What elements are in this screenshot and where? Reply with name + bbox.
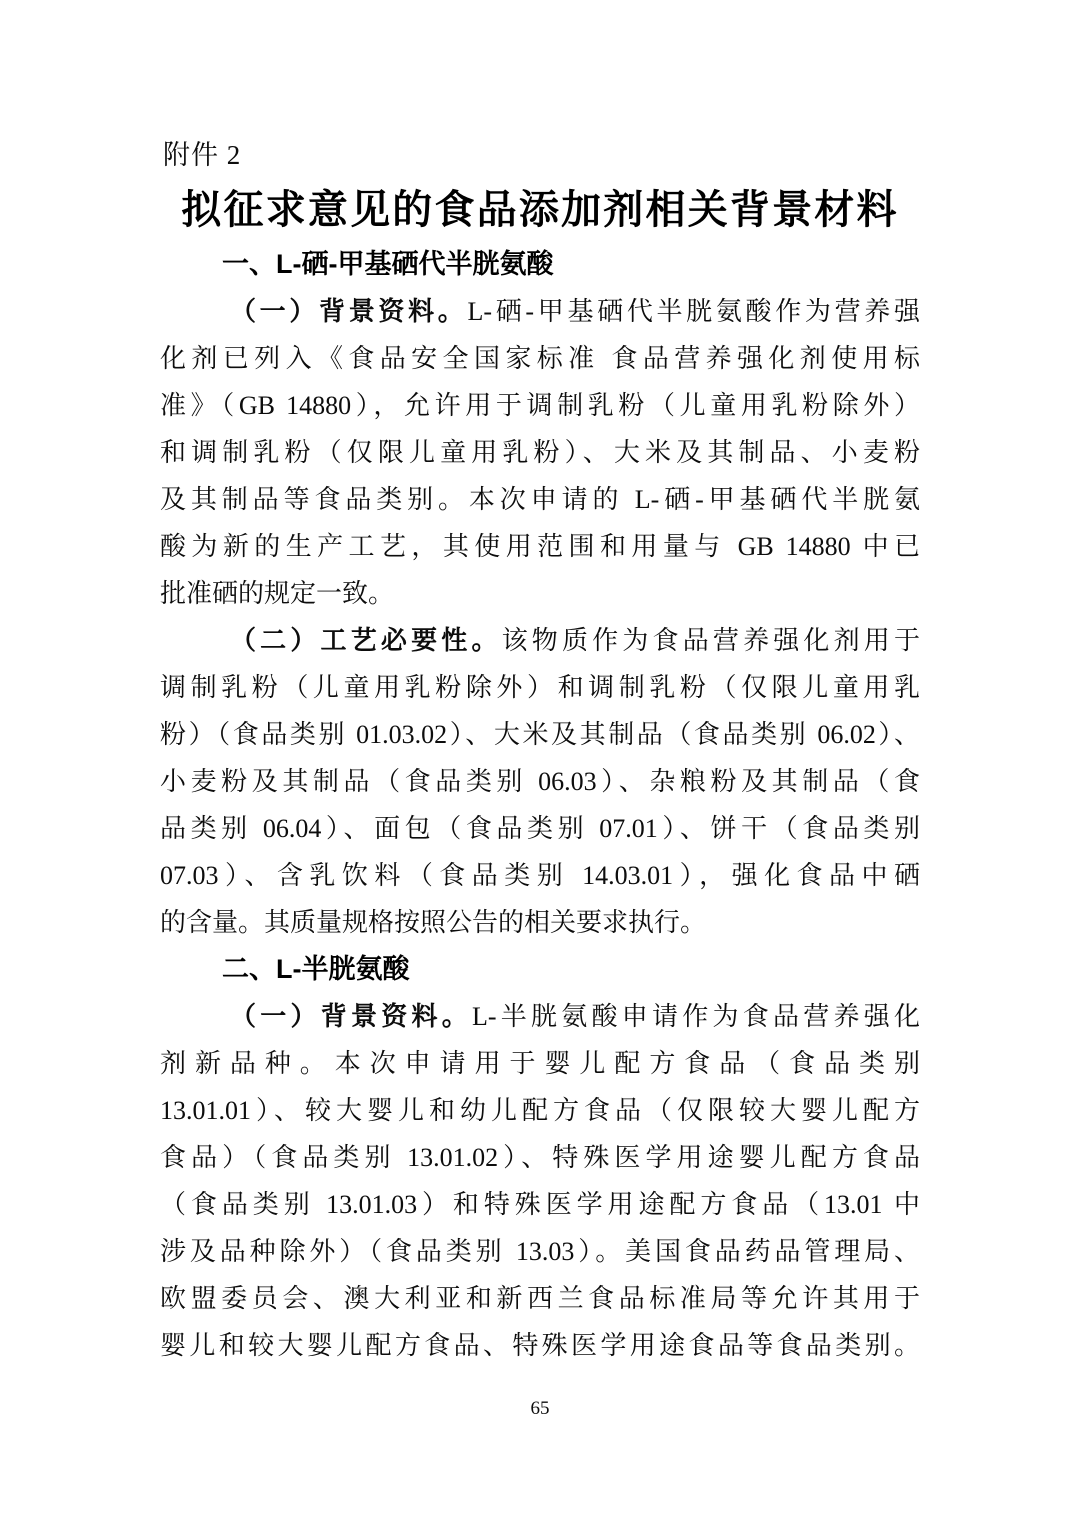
text-run: （食品类别 13.01.03）和特殊医学用途配方食品（13.01 中 [160, 1190, 920, 1219]
text-run: 品类别 06.04）、面包（食品类别 07.01）、饼干（食品类别 [160, 814, 920, 843]
text-run: 欧盟委员会、澳大利亚和新西兰食品标准局等允许其用于 [160, 1284, 920, 1313]
text-line [160, 1322, 920, 1369]
text-run: 涉及品种除外）（食品类别 13.03）。美国食品药品管理局、 [160, 1237, 920, 1266]
document-body [160, 241, 920, 1369]
section-heading [160, 946, 920, 993]
bold-run: （一）背景资料。 [230, 297, 468, 326]
section-heading [160, 241, 920, 288]
text-run: 二、L-半胱氨酸 [222, 954, 410, 984]
text-line [160, 335, 920, 382]
text-run: 该物质作为食品营养强化剂用于 [501, 626, 920, 655]
text-run: 和调制乳粉（仅限儿童用乳粉）、大米及其制品、小麦粉 [160, 438, 920, 467]
text-run: 准》（GB 14880），允许用于调制乳粉（儿童用乳粉除外） [160, 391, 920, 420]
text-run: 及其制品等食品类别。本次申请的 L-硒-甲基硒代半胱氨 [160, 485, 920, 514]
text-run: 的含量。其质量规格按照公告的相关要求执行。 [160, 908, 707, 937]
text-run: 食品）（食品类别 13.01.02）、特殊医学用途婴儿配方食品 [160, 1143, 920, 1172]
text-run: L-硒-甲基硒代半胱氨酸作为营养强 [467, 297, 920, 326]
text-run: 调制乳粉（儿童用乳粉除外）和调制乳粉（仅限儿童用乳 [160, 673, 920, 702]
text-line [160, 523, 920, 570]
text-line [160, 1040, 920, 1087]
text-line [160, 1181, 920, 1228]
attachment-label: 附件 2 [163, 140, 242, 170]
text-line [160, 758, 920, 805]
text-run: L-半胱氨酸申请作为食品营养强化 [471, 1002, 920, 1031]
text-run: 剂新品种。本次申请用于婴儿配方食品（食品类别 [160, 1049, 920, 1078]
text-run: 13.01.01）、较大婴儿和幼儿配方食品（仅限较大婴儿配方 [160, 1096, 920, 1125]
text-line [160, 288, 920, 335]
document-title: 拟征求意见的食品添加剂相关背景材料 [181, 187, 899, 232]
bold-run: （一）背景资料。 [230, 1002, 472, 1031]
text-run: 化剂已列入《食品安全国家标准 食品营养强化剂使用标 [160, 344, 920, 373]
text-line [160, 429, 920, 476]
text-line [160, 382, 920, 429]
text-run: 酸为新的生产工艺，其使用范围和用量与 GB 14880 中已 [160, 532, 920, 561]
text-line [160, 570, 920, 617]
text-line [160, 617, 920, 664]
text-line [160, 899, 920, 946]
text-line [160, 1134, 920, 1181]
bold-run: （二）工艺必要性。 [230, 626, 502, 655]
text-run: 小麦粉及其制品（食品类别 06.03）、杂粮粉及其制品（食 [160, 767, 920, 796]
text-run: 一、L-硒-甲基硒代半胱氨酸 [222, 249, 554, 279]
text-run: 07.03）、含乳饮料（食品类别 14.03.01），强化食品中硒 [160, 861, 920, 890]
text-line [160, 805, 920, 852]
text-run: 粉）（食品类别 01.03.02）、大米及其制品（食品类别 06.02）、 [160, 720, 920, 749]
page-number: 65 [530, 1398, 550, 1419]
text-line [160, 1228, 920, 1275]
text-line [160, 1087, 920, 1134]
text-line [160, 664, 920, 711]
text-line [160, 476, 920, 523]
text-run: 婴儿和较大婴儿配方食品、特殊医学用途食品等食品类别。 [160, 1331, 920, 1360]
text-line [160, 711, 920, 758]
text-line [160, 852, 920, 899]
text-run: 批准硒的规定一致。 [160, 579, 395, 608]
text-line [160, 993, 920, 1040]
text-line [160, 1275, 920, 1322]
